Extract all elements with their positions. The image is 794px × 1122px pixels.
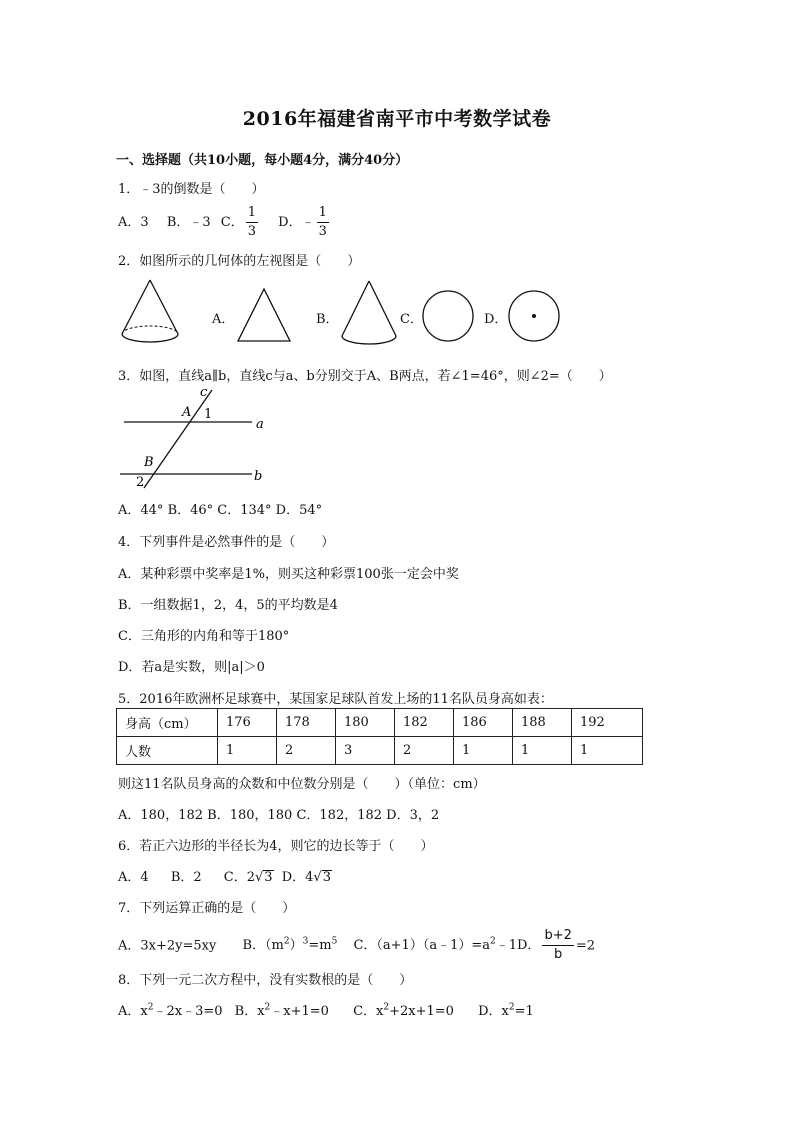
q8-options bbox=[118, 1000, 534, 1019]
q1-options bbox=[118, 203, 331, 243]
table-row bbox=[117, 709, 643, 737]
table-cell: 1 bbox=[572, 737, 643, 765]
q7-option-c: C．$(a+1)(a﹣1)=a^2﹣1D$． bbox=[353, 937, 541, 954]
q2-option-d: D． bbox=[484, 312, 508, 327]
q4-stem: 4．下列事件是必然事件的是（ ） bbox=[118, 535, 335, 550]
fig-label-B: B bbox=[144, 455, 154, 470]
q2-stem: 2．如图所示的几何体的左视图是（ ） bbox=[118, 254, 361, 269]
table-cell: 176 bbox=[218, 709, 277, 737]
fig-label-b: b bbox=[254, 469, 263, 484]
q8-stem: 8．下列一元二次方程中，没有实数根的是（ ） bbox=[118, 973, 413, 988]
q7-option-d-fraction: $\frac{b+2}{b}$ bbox=[544, 928, 572, 963]
cone-figure bbox=[118, 278, 186, 350]
q6-stem: 6．若正六边形的半径长为4，则它的边长等于（ ） bbox=[118, 839, 434, 854]
q4-option-b: B．一组数据1，2，4，5的平均数是4 bbox=[118, 598, 338, 613]
page-title: 2016年福建省南平市中考数学试卷 bbox=[242, 108, 552, 130]
q6-option-c: C．2 bbox=[223, 870, 255, 885]
q1-stem: 1．﹣3的倒数是（ ） bbox=[118, 182, 265, 197]
table-cell: 2 bbox=[395, 737, 454, 765]
parallel-lines-figure bbox=[116, 384, 276, 494]
q7-option-d-tail: =2 bbox=[575, 938, 596, 954]
q3-stem: 3．如图，直线a∥b，直线c与a、b分别交于A、B两点，若∠1=46°，则∠2=（ ） bbox=[118, 369, 612, 384]
table-cell: 188 bbox=[513, 709, 572, 737]
table-cell: 1 bbox=[454, 737, 513, 765]
q7-stem: 7．下列运算正确的是（ ） bbox=[118, 901, 296, 916]
q4-option-a: A．某种彩票中奖率是1%，则买这种彩票100张一定会中奖 bbox=[118, 567, 459, 582]
fig-label-c: c bbox=[200, 385, 208, 400]
cone-option-figure bbox=[336, 278, 402, 348]
sqrt-symbol: √3 bbox=[313, 870, 331, 885]
table-cell: 182 bbox=[395, 709, 454, 737]
q7-option-b: B．$(m^2)^3=m^5$ bbox=[242, 937, 338, 954]
table-cell: 192 bbox=[572, 709, 643, 737]
table-cell: 1 bbox=[513, 737, 572, 765]
q6-options bbox=[118, 866, 332, 885]
table-cell: 3 bbox=[336, 737, 395, 765]
sqrt-symbol: √3 bbox=[255, 870, 273, 885]
fig-label-a: a bbox=[256, 417, 264, 432]
q8-option-b: B．$x^2﹣x+1=0$ bbox=[234, 1002, 329, 1019]
triangle-option-figure bbox=[234, 286, 294, 344]
table-cell: 人数 bbox=[117, 737, 218, 765]
q2-option-b: B． bbox=[316, 312, 339, 327]
q1-option-d: D． bbox=[278, 215, 302, 230]
q5-followup: 则这11名队员身高的众数和中位数分别是（ ）（单位：cm） bbox=[118, 777, 486, 792]
table-cell: 180 bbox=[336, 709, 395, 737]
table-cell: 身高（cm） bbox=[117, 709, 218, 737]
q1-option-d-sign: ﹣ bbox=[301, 215, 315, 230]
circle-option-figure bbox=[420, 288, 476, 344]
q6-option-a: A．4 bbox=[118, 870, 149, 885]
section-heading: 一、选择题（共10小题，每小题4分，满分40分） bbox=[116, 153, 409, 168]
q2-option-c: C． bbox=[400, 312, 423, 327]
q5-stem: 5．2016年欧洲杯足球赛中，某国家足球队首发上场的11名队员身高如表： bbox=[118, 692, 553, 707]
fig-label-1: 1 bbox=[204, 407, 213, 422]
table-cell: 1 bbox=[218, 737, 277, 765]
table-cell: 2 bbox=[277, 737, 336, 765]
q2-option-a: A． bbox=[212, 312, 235, 327]
q8-option-d: D．$x^2=1$ bbox=[478, 1002, 534, 1019]
q1-option-c-fraction: $\frac{1}{3}$ bbox=[247, 205, 257, 239]
q5-options: A．180，182 B．180，180 C．182，182 D．3，2 bbox=[118, 808, 440, 823]
fig-label-2: 2 bbox=[136, 475, 145, 490]
q6-option-b: B．2 bbox=[170, 870, 202, 885]
q4-option-c: C．三角形的内角和等于180° bbox=[118, 629, 290, 644]
q6-option-d: D．4 bbox=[281, 870, 314, 885]
q1-option-c: C． bbox=[220, 215, 244, 230]
q3-options: A．44° B．46° C．134° D．54° bbox=[118, 503, 323, 518]
q7-option-a: A．3x+2y=5xy bbox=[118, 938, 217, 954]
table-cell: 186 bbox=[454, 709, 513, 737]
q1-option-a: A．3 bbox=[118, 215, 149, 230]
q8-option-a: A．$x^2﹣2x﹣3=0$ bbox=[118, 1002, 223, 1019]
q8-option-c: C．$x^2+2x+1=0$ bbox=[353, 1002, 454, 1019]
fig-label-A: A bbox=[182, 405, 192, 420]
table-cell: 178 bbox=[277, 709, 336, 737]
q1-option-d-fraction: $\frac{1}{3}$ bbox=[318, 205, 327, 239]
table-row bbox=[117, 737, 643, 765]
height-table bbox=[116, 708, 643, 765]
q1-option-b: B．﹣3 bbox=[166, 215, 211, 230]
q4-option-d: D．若a是实数，则|a|＞0 bbox=[118, 660, 265, 675]
q7-options bbox=[118, 924, 595, 964]
circle-with-dot-option-figure bbox=[506, 288, 562, 344]
